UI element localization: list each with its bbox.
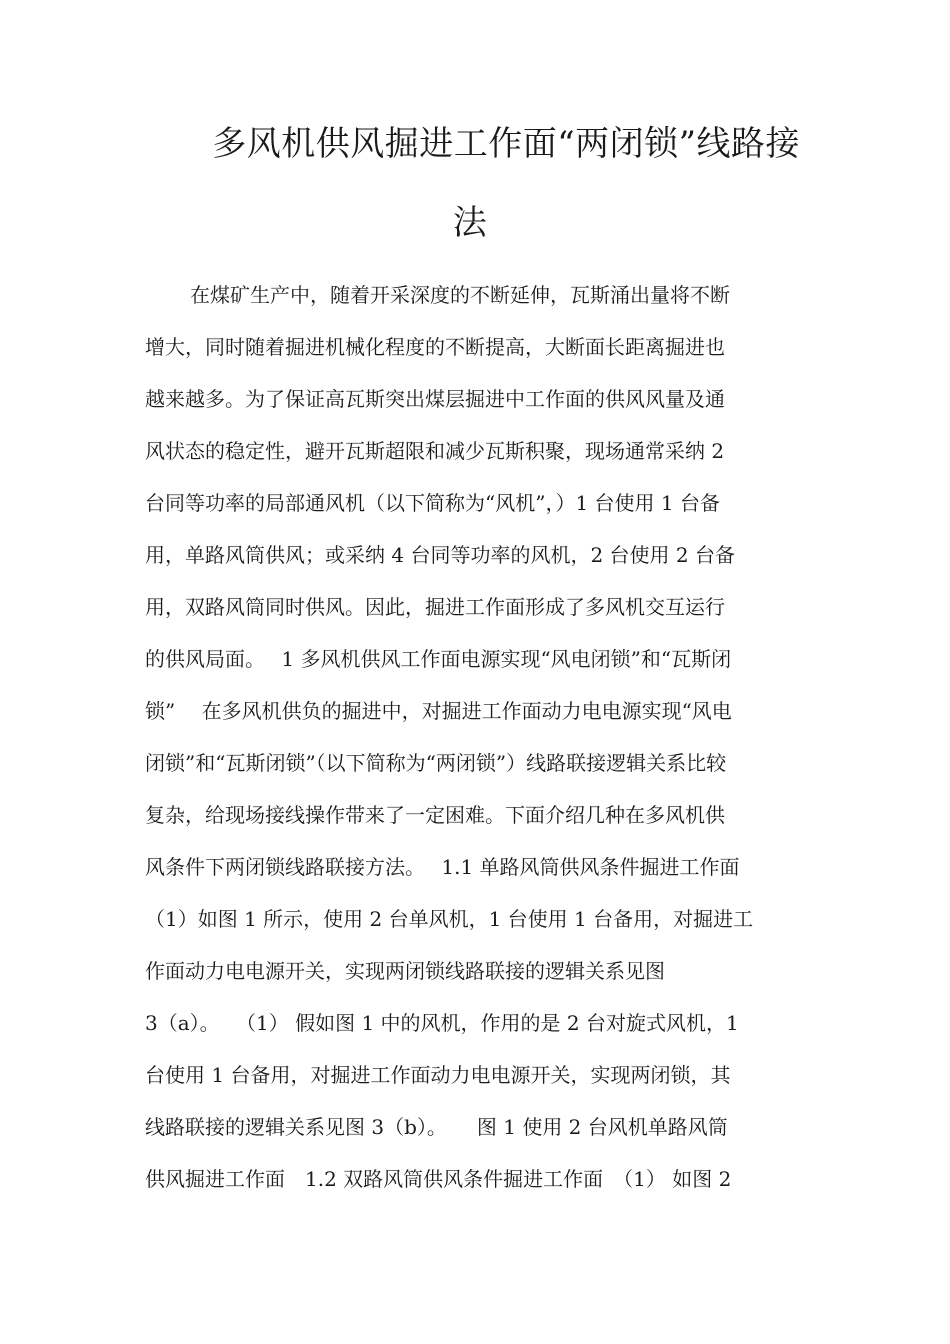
- body-line-7: 用，双路风筒同时供风。因此，掘进工作面形成了多风机交互运行: [145, 595, 725, 619]
- body-line-12: 风条件下两闭锁线路联接方法。 1.1 单路风筒供风条件掘进工作面: [145, 855, 740, 879]
- body-line-1: 在煤矿生产中，随着开采深度的不断延伸，瓦斯涌出量将不断: [190, 283, 730, 307]
- body-line-10: 闭锁”和“瓦斯闭锁”（以下简称为“两闭锁”）线路联接逻辑关系比较: [145, 751, 727, 775]
- body-line-11: 复杂，给现场接线操作带来了一定困难。下面介绍几种在多风机供: [145, 803, 725, 827]
- body-line-18: 供风掘进工作面 1.2 双路风筒供风条件掘进工作面 （1） 如图 2: [145, 1167, 732, 1191]
- body-line-4: 风状态的稳定性，避开瓦斯超限和减少瓦斯积聚，现场通常采纳 2: [145, 439, 725, 463]
- body-line-17: 线路联接的逻辑关系见图 3（b）。 图 1 使用 2 台风机单路风筒: [145, 1115, 728, 1139]
- body-line-16: 台使用 1 台备用，对掘进工作面动力电电源开关，实现两闭锁，其: [145, 1063, 731, 1087]
- body-line-3: 越来越多。为了保证高瓦斯突出煤层掘进中工作面的供风风量及通: [145, 387, 725, 411]
- body-line-13: （1）如图 1 所示，使用 2 台单风机，1 台使用 1 台备用，对掘进工: [145, 907, 754, 931]
- body-line-15: 3（a）。 （1） 假如图 1 中的风机，作用的是 2 台对旋式风机，1: [145, 1011, 739, 1035]
- body-line-6: 用，单路风筒供风；或采纳 4 台同等功率的风机，2 台使用 2 台备: [145, 543, 735, 567]
- body-line-9: 锁” 在多风机供负的掘进中，对掘进工作面动力电电源实现“风电: [145, 699, 732, 723]
- document-title-line-2: 法: [452, 203, 488, 243]
- body-line-14: 作面动力电电源开关，实现两闭锁线路联接的逻辑关系见图: [145, 959, 665, 983]
- body-line-8: 的供风局面。 1 多风机供风工作面电源实现“风电闭锁”和“瓦斯闭: [145, 647, 732, 671]
- body-line-5: 台同等功率的局部通风机（以下简称为“风机”，）1 台使用 1 台备: [145, 491, 720, 515]
- body-line-2: 增大，同时随着掘进机械化程度的不断提高，大断面长距离掘进也: [145, 335, 725, 359]
- document-title-line-1: 多风机供风掘进工作面“两闭锁”线路接: [212, 124, 800, 164]
